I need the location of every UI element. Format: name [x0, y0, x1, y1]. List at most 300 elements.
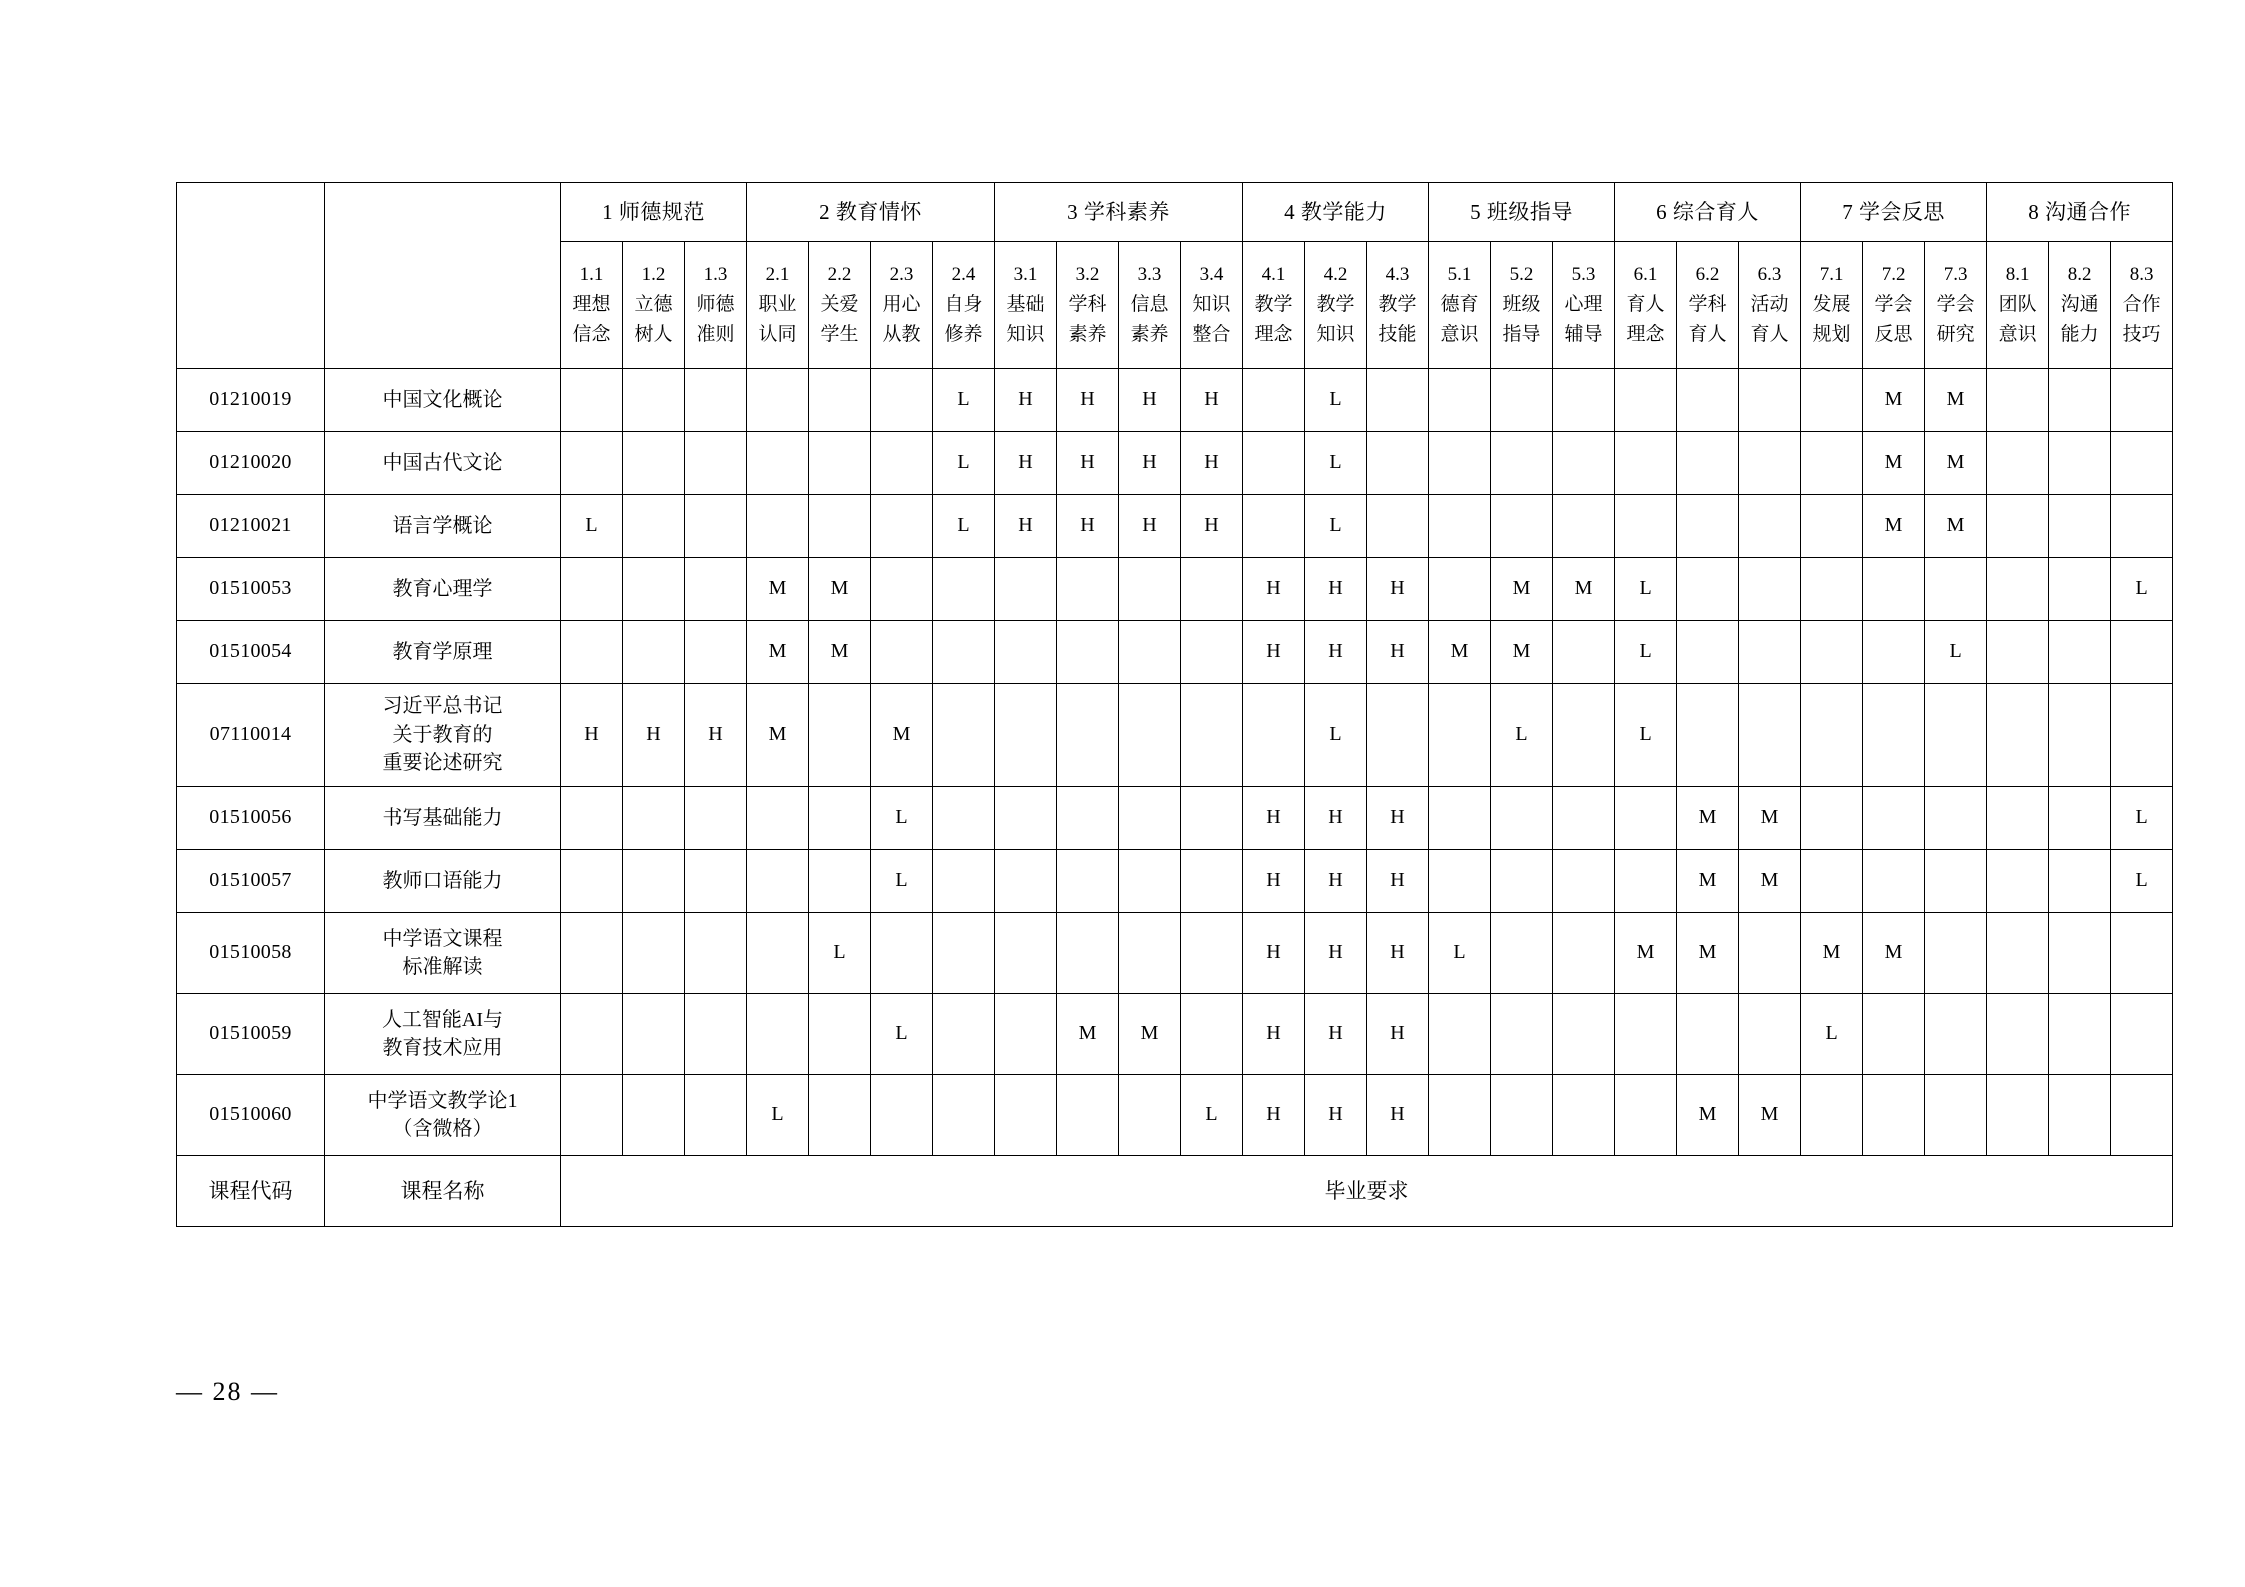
indicator-label-line1: 职业: [758, 294, 797, 315]
support-level-cell: [2111, 621, 2173, 684]
indicator-number: 1.3: [703, 264, 728, 285]
table-row: [177, 787, 2173, 850]
support-level-cell: [1801, 1075, 1863, 1156]
indicator-label-line1: 关爱: [820, 294, 859, 315]
support-level-cell: [1057, 1075, 1119, 1156]
indicator-number: 4.3: [1385, 264, 1410, 285]
support-level-cell: [1491, 994, 1553, 1075]
support-level-cell: [1863, 684, 1925, 787]
support-level-cell: [1553, 495, 1615, 558]
support-level-cell: L: [1925, 621, 1987, 684]
support-level-cell: M: [747, 621, 809, 684]
support-level-cell: H: [1057, 369, 1119, 432]
support-level-cell: H: [1367, 787, 1429, 850]
course-name-cell: [325, 432, 561, 495]
support-level-cell: [1801, 684, 1863, 787]
indicator-number: 8.3: [2129, 264, 2154, 285]
support-level-cell: L: [1429, 913, 1491, 994]
table-row: [177, 621, 2173, 684]
indicator-header-cell: [933, 242, 995, 369]
support-level-cell: M: [1491, 558, 1553, 621]
support-level-cell: [1801, 495, 1863, 558]
support-level-cell: H: [1119, 432, 1181, 495]
course-name-cell: [325, 684, 561, 787]
support-level-cell: [1925, 787, 1987, 850]
support-level-cell: [1677, 621, 1739, 684]
indicator-label-line2: 树人: [634, 324, 673, 345]
support-level-cell: [1925, 558, 1987, 621]
support-level-cell: [1801, 558, 1863, 621]
support-level-cell: [1429, 495, 1491, 558]
support-level-cell: [623, 850, 685, 913]
support-level-cell: M: [1677, 1075, 1739, 1156]
support-level-cell: [561, 787, 623, 850]
indicator-number: 3.1: [1013, 264, 1038, 285]
support-level-cell: M: [1863, 432, 1925, 495]
support-level-cell: [1801, 787, 1863, 850]
support-level-cell: [995, 1075, 1057, 1156]
support-level-cell: [747, 994, 809, 1075]
support-level-cell: [871, 558, 933, 621]
course-code-cell: 01510053: [177, 558, 325, 621]
course-name-cell: [325, 558, 561, 621]
indicator-label-line1: 信息: [1130, 294, 1169, 315]
support-level-cell: [2049, 850, 2111, 913]
support-level-cell: [2049, 558, 2111, 621]
indicator-label-line1: 基础: [1006, 294, 1045, 315]
support-level-cell: [1863, 621, 1925, 684]
course-name-cell: [325, 850, 561, 913]
support-level-cell: L: [1305, 432, 1367, 495]
indicator-number: 5.2: [1509, 264, 1534, 285]
support-level-cell: [623, 621, 685, 684]
support-level-cell: H: [1243, 558, 1305, 621]
support-level-cell: H: [1119, 369, 1181, 432]
support-level-cell: L: [2111, 787, 2173, 850]
support-level-cell: [933, 684, 995, 787]
support-level-cell: [1429, 1075, 1491, 1156]
support-level-cell: [995, 850, 1057, 913]
support-level-cell: [1987, 558, 2049, 621]
support-level-cell: [1615, 994, 1677, 1075]
course-name-cell: [325, 495, 561, 558]
support-level-cell: M: [1863, 369, 1925, 432]
indicator-number: 3.4: [1199, 264, 1224, 285]
support-level-cell: L: [1305, 684, 1367, 787]
support-level-cell: [1677, 432, 1739, 495]
group-header-cell: 6 综合育人: [1615, 183, 1801, 242]
support-level-cell: H: [1243, 621, 1305, 684]
course-name-line: 教育心理学: [392, 577, 493, 600]
support-level-cell: [1739, 558, 1801, 621]
course-code-cell: 01510057: [177, 850, 325, 913]
support-level-cell: [809, 369, 871, 432]
course-name-line: 习近平总书记: [382, 695, 503, 718]
support-level-cell: [1119, 787, 1181, 850]
course-name-line: 中学语文课程: [382, 927, 503, 950]
support-level-cell: [809, 994, 871, 1075]
support-level-cell: M: [1863, 495, 1925, 558]
support-level-cell: [1057, 787, 1119, 850]
support-level-cell: [685, 369, 747, 432]
support-level-cell: [1181, 787, 1243, 850]
support-level-cell: [1491, 850, 1553, 913]
support-level-cell: [809, 850, 871, 913]
support-level-cell: [1367, 684, 1429, 787]
support-level-cell: [1987, 684, 2049, 787]
support-level-cell: [1119, 558, 1181, 621]
support-level-cell: [1801, 369, 1863, 432]
support-level-cell: [561, 1075, 623, 1156]
support-level-cell: H: [1305, 1075, 1367, 1156]
course-code-cell: 01510056: [177, 787, 325, 850]
support-level-cell: H: [1243, 1075, 1305, 1156]
support-level-cell: [2111, 432, 2173, 495]
support-level-cell: [1057, 850, 1119, 913]
indicator-header-cell: [1119, 242, 1181, 369]
support-level-cell: [995, 558, 1057, 621]
indicator-number: 5.3: [1571, 264, 1596, 285]
support-level-cell: [1987, 369, 2049, 432]
group-header-cell: 8 沟通合作: [1987, 183, 2173, 242]
support-level-cell: [1739, 432, 1801, 495]
support-level-cell: [623, 558, 685, 621]
support-level-cell: L: [933, 432, 995, 495]
support-level-cell: [2049, 495, 2111, 558]
support-level-cell: [995, 621, 1057, 684]
support-level-cell: [1553, 850, 1615, 913]
support-level-cell: L: [747, 1075, 809, 1156]
indicator-label-line1: 学会: [1874, 294, 1913, 315]
curriculum-matrix-table: [176, 182, 2173, 1227]
support-level-cell: L: [933, 495, 995, 558]
course-name-cell: [325, 787, 561, 850]
course-code-cell: 01510054: [177, 621, 325, 684]
support-level-cell: H: [685, 684, 747, 787]
support-level-cell: [623, 495, 685, 558]
indicator-label-line2: 准则: [696, 324, 735, 345]
support-level-cell: [2111, 994, 2173, 1075]
support-level-cell: [1925, 994, 1987, 1075]
support-level-cell: [685, 850, 747, 913]
indicator-header-cell: [2111, 242, 2173, 369]
support-level-cell: [561, 369, 623, 432]
support-level-cell: H: [1367, 913, 1429, 994]
group-header-row: [177, 183, 2173, 242]
support-level-cell: H: [1305, 994, 1367, 1075]
support-level-cell: [1491, 913, 1553, 994]
support-level-cell: H: [1305, 913, 1367, 994]
support-level-cell: [2111, 684, 2173, 787]
support-level-cell: [1925, 1075, 1987, 1156]
support-level-cell: [1057, 558, 1119, 621]
indicator-header-cell: [1553, 242, 1615, 369]
support-level-cell: [871, 495, 933, 558]
support-level-cell: L: [1181, 1075, 1243, 1156]
support-level-cell: [685, 495, 747, 558]
indicator-number: 4.2: [1323, 264, 1348, 285]
indicator-label-line1: 沟通: [2060, 294, 2099, 315]
support-level-cell: [1987, 621, 2049, 684]
support-level-cell: [2049, 994, 2111, 1075]
page-number: — 28 —: [176, 1377, 279, 1406]
course-name-line: 人工智能AI与: [381, 1008, 504, 1031]
support-level-cell: [1739, 369, 1801, 432]
indicator-number: 7.3: [1943, 264, 1968, 285]
support-level-cell: [1181, 913, 1243, 994]
indicator-label-line1: 班级: [1502, 294, 1541, 315]
support-level-cell: [809, 684, 871, 787]
indicator-header-cell: [1491, 242, 1553, 369]
indicator-label-line1: 育人: [1626, 294, 1665, 315]
support-level-cell: [871, 369, 933, 432]
support-level-cell: H: [1305, 621, 1367, 684]
table-row: [177, 432, 2173, 495]
support-level-cell: L: [809, 913, 871, 994]
support-level-cell: [1863, 1075, 1925, 1156]
support-level-cell: M: [747, 558, 809, 621]
support-level-cell: [685, 558, 747, 621]
indicator-number: 4.1: [1261, 264, 1286, 285]
indicator-number: 5.1: [1447, 264, 1472, 285]
support-level-cell: [1553, 1075, 1615, 1156]
support-level-cell: [1119, 684, 1181, 787]
support-level-cell: [1367, 369, 1429, 432]
support-level-cell: M: [809, 558, 871, 621]
course-name-line: 重要论述研究: [382, 752, 503, 775]
indicator-number: 8.2: [2067, 264, 2092, 285]
support-level-cell: [623, 369, 685, 432]
indicator-header-cell: [871, 242, 933, 369]
corner-cell-name: [325, 183, 561, 369]
support-level-cell: H: [1367, 994, 1429, 1075]
indicator-label-line2: 修养: [944, 324, 983, 345]
indicator-label-line1: 德育: [1440, 294, 1479, 315]
support-level-cell: H: [1243, 850, 1305, 913]
support-level-cell: [1429, 369, 1491, 432]
support-level-cell: [871, 913, 933, 994]
indicator-header-cell: [1739, 242, 1801, 369]
indicator-header-cell: [685, 242, 747, 369]
course-name-cell: [325, 1075, 561, 1156]
support-level-cell: [747, 432, 809, 495]
support-level-cell: H: [1243, 994, 1305, 1075]
course-name-line: 关于教育的: [392, 723, 493, 746]
indicator-label-line1: 教学: [1316, 294, 1355, 315]
support-level-cell: L: [871, 787, 933, 850]
indicator-header-cell: [561, 242, 623, 369]
support-level-cell: L: [2111, 558, 2173, 621]
support-level-cell: H: [1367, 1075, 1429, 1156]
support-level-cell: M: [1925, 495, 1987, 558]
course-name-cell: [325, 369, 561, 432]
support-level-cell: M: [747, 684, 809, 787]
support-level-cell: [1801, 432, 1863, 495]
support-level-cell: [1863, 850, 1925, 913]
support-level-cell: [561, 913, 623, 994]
support-level-cell: [1677, 369, 1739, 432]
indicator-number: 1.2: [641, 264, 666, 285]
indicator-header-cell: [1677, 242, 1739, 369]
support-level-cell: H: [995, 432, 1057, 495]
course-code-cell: 01210019: [177, 369, 325, 432]
indicator-label-line1: 学会: [1936, 294, 1975, 315]
indicator-number: 2.4: [951, 264, 976, 285]
support-level-cell: [1119, 1075, 1181, 1156]
indicator-label-line1: 教学: [1378, 294, 1417, 315]
indicator-label-line2: 信念: [572, 324, 611, 345]
support-level-cell: [1987, 913, 2049, 994]
course-code-cell: 01510059: [177, 994, 325, 1075]
support-level-cell: [2111, 1075, 2173, 1156]
support-level-cell: [1863, 787, 1925, 850]
support-level-cell: [995, 994, 1057, 1075]
support-level-cell: [1119, 621, 1181, 684]
support-level-cell: M: [1677, 913, 1739, 994]
support-level-cell: [1553, 684, 1615, 787]
support-level-cell: H: [995, 369, 1057, 432]
support-level-cell: [1739, 621, 1801, 684]
support-level-cell: [1491, 369, 1553, 432]
course-name-cell: [325, 994, 561, 1075]
table-row: [177, 850, 2173, 913]
group-header-cell: 2 教育情怀: [747, 183, 995, 242]
support-level-cell: [1553, 621, 1615, 684]
indicator-label-line2: 技巧: [2122, 324, 2161, 345]
support-level-cell: [1987, 850, 2049, 913]
indicator-label-line2: 研究: [1936, 324, 1975, 345]
support-level-cell: [1367, 495, 1429, 558]
support-level-cell: [623, 787, 685, 850]
course-code-cell: 01210021: [177, 495, 325, 558]
support-level-cell: [933, 787, 995, 850]
table-row: [177, 1075, 2173, 1156]
support-level-cell: [685, 432, 747, 495]
support-level-cell: [1181, 621, 1243, 684]
indicator-header-cell: [2049, 242, 2111, 369]
support-level-cell: [871, 621, 933, 684]
group-header-cell: 1 师德规范: [561, 183, 747, 242]
support-level-cell: H: [1181, 369, 1243, 432]
support-level-cell: [1429, 850, 1491, 913]
indicator-number: 6.3: [1757, 264, 1782, 285]
support-level-cell: H: [1181, 495, 1243, 558]
support-level-cell: L: [871, 850, 933, 913]
indicator-label-line1: 理想: [572, 294, 611, 315]
indicator-header-cell: [1801, 242, 1863, 369]
indicator-label-line1: 知识: [1192, 294, 1231, 315]
support-level-cell: [1677, 495, 1739, 558]
support-level-cell: [1553, 787, 1615, 850]
course-code-cell: 01510060: [177, 1075, 325, 1156]
course-code-cell: 01510058: [177, 913, 325, 994]
support-level-cell: [809, 432, 871, 495]
support-level-cell: [871, 432, 933, 495]
support-level-cell: [1739, 495, 1801, 558]
table-row: [177, 495, 2173, 558]
indicator-header-cell: [1925, 242, 1987, 369]
support-level-cell: [1615, 850, 1677, 913]
support-level-cell: [1863, 558, 1925, 621]
indicator-header-cell: [1057, 242, 1119, 369]
indicator-header-cell: [995, 242, 1057, 369]
support-level-cell: [1553, 432, 1615, 495]
support-level-cell: L: [1615, 621, 1677, 684]
indicator-label-line2: 素养: [1130, 324, 1169, 345]
support-level-cell: M: [1739, 1075, 1801, 1156]
support-level-cell: [685, 621, 747, 684]
support-level-cell: [1491, 1075, 1553, 1156]
indicator-header-cell: [1863, 242, 1925, 369]
support-level-cell: [2049, 913, 2111, 994]
group-header-cell: 4 教学能力: [1243, 183, 1429, 242]
indicator-label-line1: 学科: [1688, 294, 1727, 315]
footer-name-label: 课程名称: [325, 1156, 561, 1227]
table-row: [177, 994, 2173, 1075]
indicator-number: 3.2: [1075, 264, 1100, 285]
support-level-cell: [1677, 994, 1739, 1075]
indicator-header-cell: [1181, 242, 1243, 369]
support-level-cell: H: [1367, 850, 1429, 913]
support-level-cell: [561, 621, 623, 684]
support-level-cell: [685, 1075, 747, 1156]
support-level-cell: [747, 495, 809, 558]
course-name-line: 书写基础能力: [382, 806, 503, 829]
support-level-cell: [1181, 994, 1243, 1075]
support-level-cell: H: [561, 684, 623, 787]
support-level-cell: [809, 1075, 871, 1156]
support-level-cell: M: [1677, 787, 1739, 850]
support-level-cell: H: [1305, 787, 1367, 850]
support-level-cell: L: [1305, 369, 1367, 432]
support-level-cell: [1057, 913, 1119, 994]
support-level-cell: [2049, 684, 2111, 787]
support-level-cell: [1119, 913, 1181, 994]
matrix-footer: [177, 1156, 2173, 1227]
group-header-cell: 3 学科素养: [995, 183, 1243, 242]
matrix-header: [177, 183, 2173, 369]
support-level-cell: [561, 994, 623, 1075]
support-level-cell: [623, 1075, 685, 1156]
support-level-cell: L: [871, 994, 933, 1075]
indicator-label-line2: 整合: [1192, 324, 1231, 345]
support-level-cell: [747, 787, 809, 850]
indicator-label-line2: 辅导: [1564, 324, 1603, 345]
course-name-cell: [325, 621, 561, 684]
support-level-cell: [1801, 621, 1863, 684]
indicator-header-cell: [1367, 242, 1429, 369]
support-level-cell: [1429, 994, 1491, 1075]
support-level-cell: [1057, 621, 1119, 684]
indicator-header-cell: [1243, 242, 1305, 369]
support-level-cell: [1429, 684, 1491, 787]
indicator-label-line2: 育人: [1750, 324, 1789, 345]
indicator-header-cell: [1429, 242, 1491, 369]
support-level-cell: H: [1057, 495, 1119, 558]
support-level-cell: [871, 1075, 933, 1156]
course-name-line: 中学语文教学论1: [367, 1089, 518, 1112]
support-level-cell: M: [871, 684, 933, 787]
indicator-number: 8.1: [2005, 264, 2030, 285]
course-code-cell: 07110014: [177, 684, 325, 787]
indicator-label-line1: 教学: [1254, 294, 1293, 315]
indicator-header-cell: [809, 242, 871, 369]
indicator-number: 7.2: [1881, 264, 1906, 285]
support-level-cell: [1739, 994, 1801, 1075]
support-level-cell: [1429, 558, 1491, 621]
support-level-cell: [1429, 432, 1491, 495]
indicator-number: 2.2: [827, 264, 852, 285]
